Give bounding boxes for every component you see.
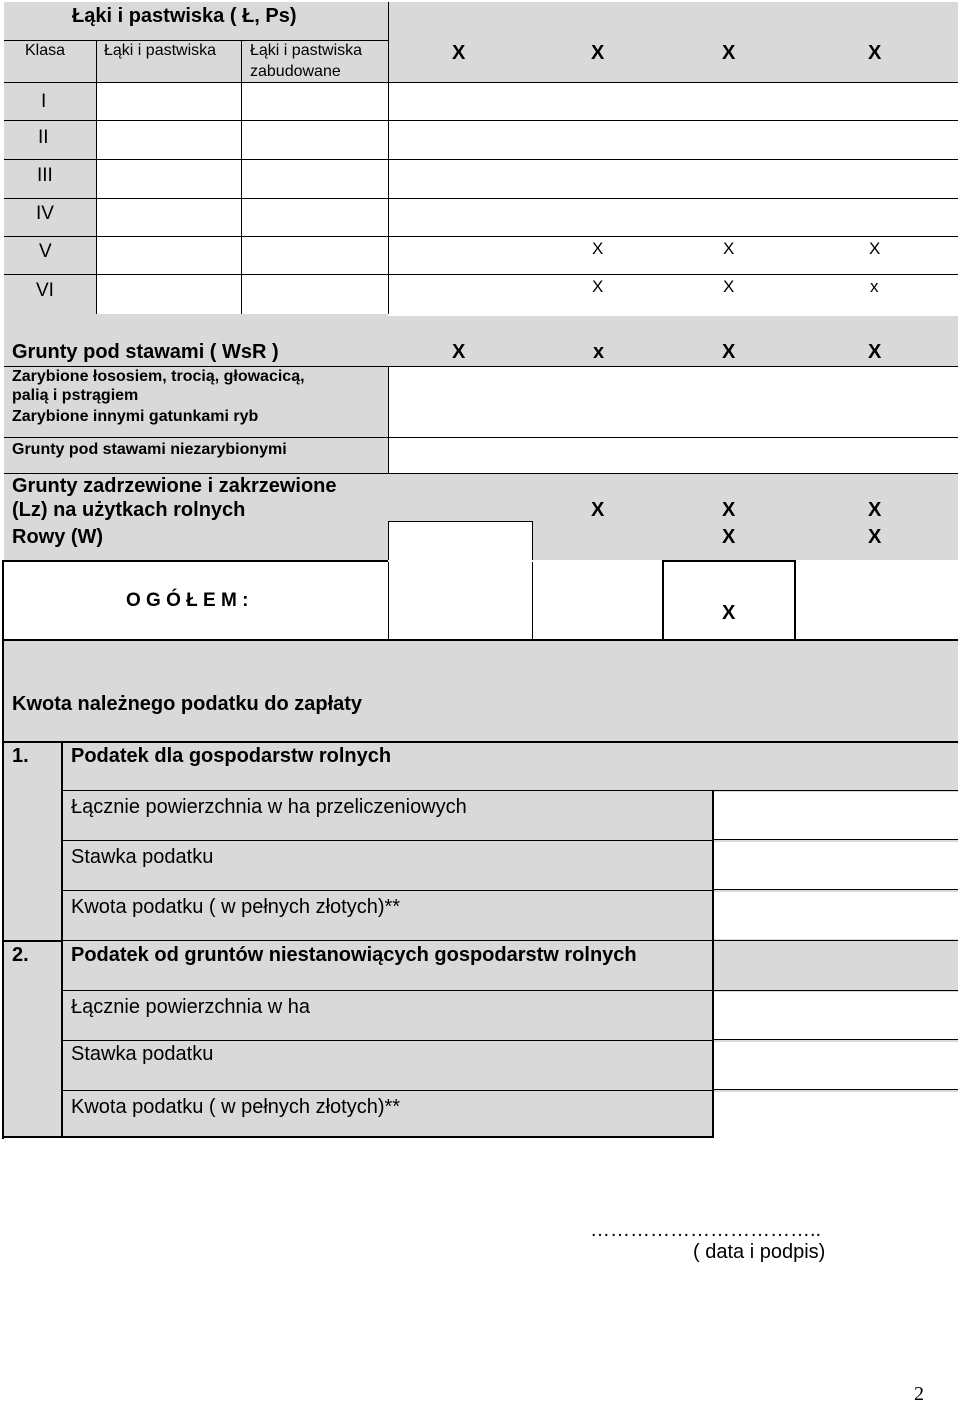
ditches-label: Rowy (W) [12,526,104,548]
class-label: I [41,91,47,112]
row-v-mark: X [592,239,604,258]
ponds-other-fish: Zarybione innymi gatunkami ryb [12,408,259,425]
ponds-salmon-line1: Zarybione łososiem, trocią, głowacicą, [12,368,305,385]
row-vi-mark: X [592,277,604,296]
ponds-input-area [388,366,958,474]
class-label: III [37,165,53,186]
sec2-title: Podatek od gruntów niestanowiących gospodarstw rolnych [71,944,637,966]
sec2-rate-label: Stawka podatku [71,1043,214,1065]
row-v-mark: X [723,239,735,258]
sec1-area-label: Łącznie powierzchnia w ha przeliczeniowych [71,796,467,818]
sec1-rate-input[interactable] [714,842,958,890]
meadows-built-column-header-line1: Łąki i pastwiska [250,42,363,59]
total-label: O G Ó Ł E M : [126,590,249,611]
sec2-amount-input[interactable] [714,1092,958,1137]
header-mark: X [722,42,736,64]
class-label: V [39,241,52,262]
header-mark: X [868,42,882,64]
wooded-mark: X [722,499,736,521]
sec1-amount-input[interactable] [714,892,958,939]
sec2-area-label: Łącznie powierzchnia w ha [71,996,311,1018]
sec1-rate-label: Stawka podatku [71,846,214,868]
signature-dots: …………………………….. [590,1219,822,1241]
signature-label: ( data i podpis) [693,1241,826,1263]
ditches-input-cell [388,521,532,562]
sec1-area-input[interactable] [714,792,958,840]
sec1-amount-label: Kwota podatku ( w pełnych złotych)** [71,896,401,918]
meadows-title: Łąki i pastwiska ( Ł, Ps) [72,5,297,27]
ponds-title: Grunty pod stawami ( WsR ) [12,341,279,363]
class-label: II [38,127,49,148]
meadows-built-column-header-line2: zabudowane [250,63,341,80]
tax-heading: Kwota należnego podatku do zapłaty [12,693,363,715]
wooded-mark: X [868,499,882,521]
sec1-title: Podatek dla gospodarstw rolnych [71,745,392,767]
klasa-column-header: Klasa [25,42,66,59]
ditches-mark: X [868,526,882,548]
sec1-number: 1. [12,745,29,767]
sec2-area-input[interactable] [714,992,958,1040]
sec2-amount-label: Kwota podatku ( w pełnych złotych)** [71,1096,401,1118]
class-label: VI [36,280,54,301]
ditches-mark: X [722,526,736,548]
row-vi-mark: X [723,277,735,296]
ponds-mark: X [722,341,736,363]
wooded-line1: Grunty zadrzewione i zakrzewione [12,475,337,497]
ponds-mark: X [868,341,882,363]
header-mark: X [591,42,605,64]
sec2-rate-input[interactable] [714,1042,958,1090]
header-mark: X [452,42,466,64]
wooded-mark: X [591,499,605,521]
total-mark: X [722,602,736,624]
ponds-no-fish: Grunty pod stawami niezarybionymi [12,441,287,458]
meadows-column-header: Łąki i pastwiska [104,42,217,59]
wooded-line2: (Lz) na użytkach rolnych [12,499,246,521]
page-number: 2 [914,1383,924,1405]
sec2-number: 2. [12,944,29,966]
class-label: IV [36,203,54,224]
row-vi-mark: x [870,277,879,296]
row-v-mark: X [869,239,881,258]
ponds-salmon-line2: palią i pstrągiem [12,387,139,404]
ponds-mark: x [593,341,605,363]
ponds-mark: X [452,341,466,363]
